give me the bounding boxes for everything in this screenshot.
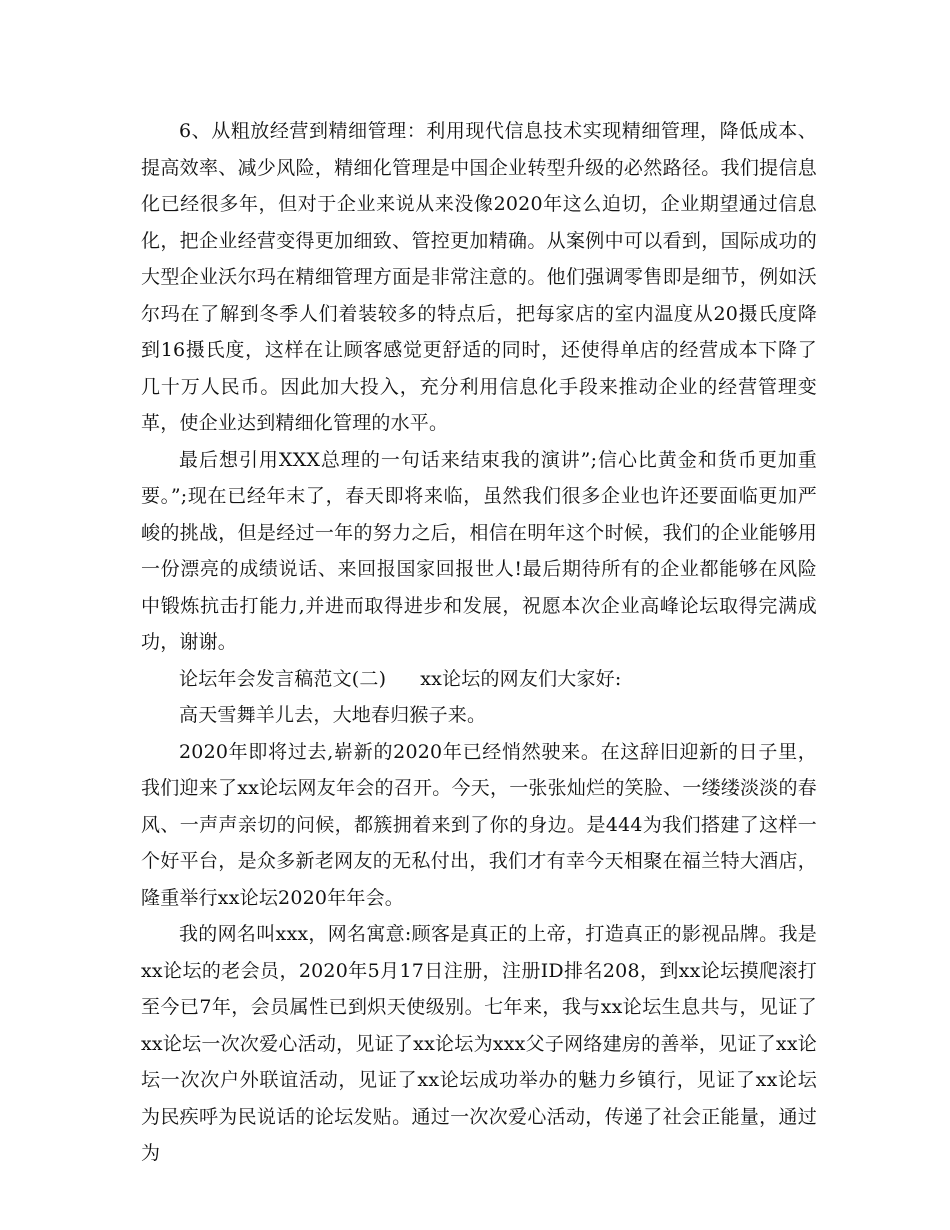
paragraph-member-story: 我的网名叫xxx，网名寓意:顾客是真正的上帝，打造真正的影视品牌。我是xx论坛的老会员，2020年5月17日注册，注册ID排名208，到xx论坛摸爬滚打至今已7年，会员属性已到炽天使级别。七年来，我与xx论坛生息共与，见证了xx论坛一次次爱心活动，见证了xx论坛为xxx父子网络建房的善举，见证了xx论坛一次次户外联谊活动，见证了xx论坛成功举办的魅力乡镇行，见证了xx论坛为民疾呼为民说话的论坛发贴。通过一次次爱心活动，传递了社会正能量，通过为	[141, 923, 817, 1164]
section-title: 论坛年会发言稿范文(二)	[179, 667, 387, 690]
document-body	[141, 113, 817, 1172]
paragraph-refined-management: 6、从粗放经营到精细管理：利用现代信息技术实现精细管理，降低成本、提高效率、减少风险，精细化管理是中国企业转型升级的必然路径。我们提信息化已经很多年，但对于企业来说从来没像2020年这么迫切，企业期望通过信息化，把企业经营变得更加细致、管控更加精确。从案例中可以看到，国际成功的大型企业沃尔玛在精细管理方面是非常注意的。他们强调零售即是细节，例如沃尔玛在了解到冬季人们着装较多的特点后，把每家店的室内温度从20摄氏度降到16摄氏度，这样在让顾客感觉更舒适的同时，还使得单店的经营成本下降了几十万人民币。因此加大投入，充分利用信息化手段来推动企业的经营管理变革，使企业达到精细化管理的水平。	[141, 120, 817, 434]
couplet-line: 高天雪舞羊儿去，大地春归猴子来。	[179, 704, 487, 726]
paragraph-closing-remarks: 最后想引用XXX总理的一句话来结束我的演讲”;信心比黄金和货币更加重要。”;现在已经年末了，春天即将来临，虽然我们很多企业也许还要面临更加严峻的挑战，但是经过一年的努力之后，相信在明年这个时候，我们的企业能够用一份漂亮的成绩说话、来回报国家回报世人!最后期待所有的企业都能够在风险中锻炼抗击打能力,并进而取得进步和发展，祝愿本次企业高峰论坛取得完满成功，谢谢。	[141, 448, 817, 653]
greeting-text: xx论坛的网友们大家好:	[420, 667, 622, 690]
section-heading-line	[141, 661, 817, 698]
paragraph-new-year-intro: 2020年即将过去,崭新的2020年已经悄然驶来。在这辞旧迎新的日子里，我们迎来了xx论坛网友年会的召开。今天，一张张灿烂的笑脸、一缕缕淡淡的春风、一声声亲切的问候，都簇拥着来到了你的身边。是444为我们搭建了这样一个好平台，是众多新老网友的无私付出，我们才有幸今天相聚在福兰特大酒店，隆重举行xx论坛2020年年会。	[141, 740, 817, 909]
